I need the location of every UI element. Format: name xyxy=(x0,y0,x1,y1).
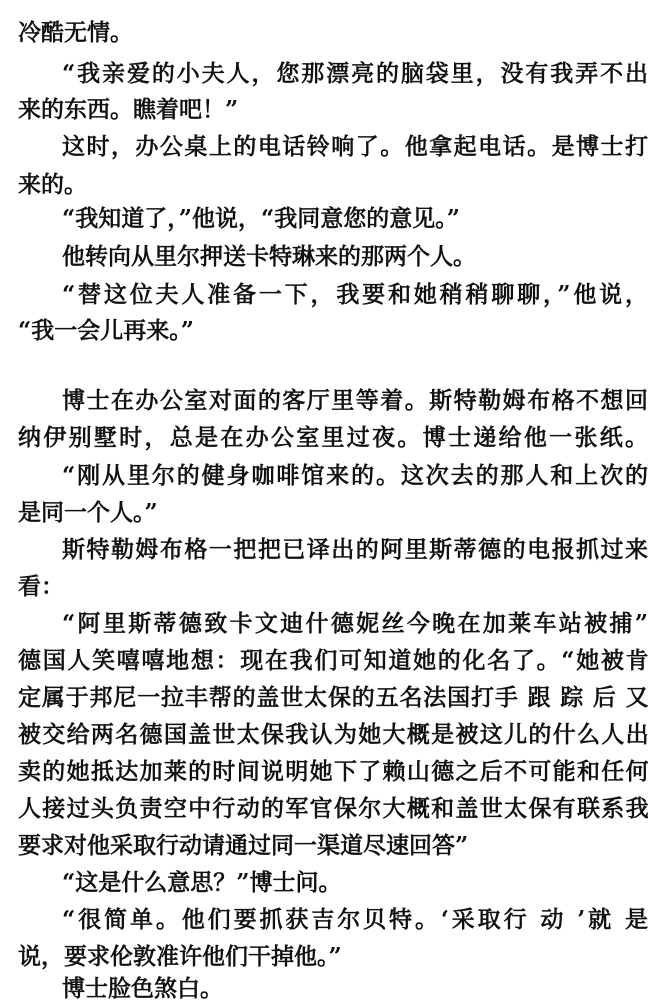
text-line: 要求对他采取行动请通过同一渠道尽速回答” xyxy=(18,832,469,859)
text-line: 德国人笑嘻嘻地想：现在我们可知道她的化名了。“她被肯 xyxy=(18,647,648,674)
text-line: 斯特勒姆布格一把把已译出的阿里斯蒂德的电报抓过来 xyxy=(62,536,648,563)
text-line: 定属于邦尼一拉丰帮的盖世太保的五名法国打手 跟 踪 后 又 xyxy=(18,684,648,711)
text-line: 看： xyxy=(18,573,64,600)
text-line: 博士脸色煞白。 xyxy=(62,975,223,1002)
text-line: “我一会儿再来。” xyxy=(18,317,194,344)
text-line: 博士在办公室对面的客厅里等着。斯特勒姆布格不想回 xyxy=(62,387,648,414)
text-line: “很简单。他们要抓获吉尔贝特。‘采取行 动 ’就 是 xyxy=(62,906,648,933)
text-line: “替这位夫人准备一下，我要和她稍稍聊聊，”他说， xyxy=(62,281,648,308)
text-line: 他转向从里尔押送卡特琳来的那两个人。 xyxy=(62,243,476,270)
text-line: 来的。 xyxy=(18,171,87,198)
text-line: “刚从里尔的健身咖啡馆来的。这次去的那人和上次的 xyxy=(62,462,648,489)
text-line: “我亲爱的小夫人，您那漂亮的脑袋里，没有我弄不出 xyxy=(62,60,648,87)
text-line: “阿里斯蒂德致卡文迪什德妮丝今晚在加莱车站被捕” xyxy=(62,610,648,637)
text-line: 卖的她抵达加莱的时间说明她下了赖山德之后不可能和任何 xyxy=(18,758,648,785)
text-line: 来的东西。瞧着吧！” xyxy=(18,96,239,123)
text-line: 纳伊别墅时，总是在办公室里过夜。博士递给他一张纸。 xyxy=(18,424,648,451)
text-line: 人接过头负责空中行动的军官保尔大概和盖世太保有联系我 xyxy=(18,795,648,822)
text-line: “我知道了，”他说，“我同意您的意见。” xyxy=(62,205,460,232)
text-line: 说，要求伦敦准许他们干掉他。” xyxy=(18,943,342,970)
text-line: 被交给两名德国盖世太保我认为她大概是被这儿的什么人出 xyxy=(18,721,648,748)
text-line: 冷酷无情。 xyxy=(18,19,133,46)
text-line: 这时，办公桌上的电话铃响了。他拿起电话。是博士打 xyxy=(62,133,648,160)
text-line: 是同一个人。” xyxy=(18,499,158,526)
text-line: “这是什么意思？”博士问。 xyxy=(62,869,342,896)
